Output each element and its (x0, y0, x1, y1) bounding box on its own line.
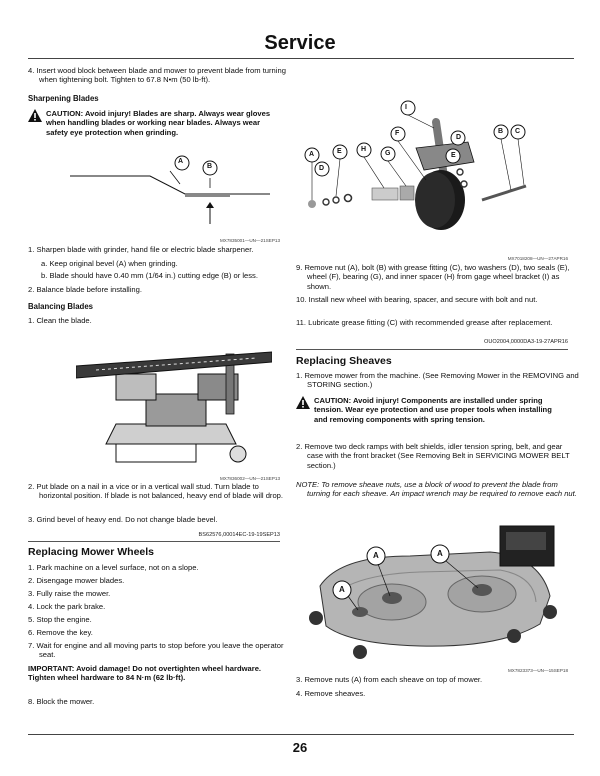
wheel-step-6: 6. Remove the key. (28, 628, 93, 637)
step-4-text: 4. Insert wood block between blade and mower to prevent blade from turning when tightening bolt. Tighten to 67.8 N•m (50 lb-ft). (28, 66, 286, 85)
caution-spring: CAUTION: Avoid injury! Components are installed under spring tension. Wear eye protection and use proper tools when installing and removing components with spring tension. (314, 396, 552, 424)
wheel-step-5: 5. Stop the engine. (28, 615, 92, 624)
blade-in-vice-image (76, 334, 272, 472)
wheel-step-4: 4. Lock the park brake. (28, 602, 106, 611)
fig3-label-g: G (385, 150, 391, 157)
fig4-label-a-1: A (373, 551, 379, 560)
page-number: 26 (292, 740, 308, 755)
wheel-exploded-diagram (296, 92, 534, 252)
sharpening-heading: Sharpening Blades (28, 94, 99, 103)
wheel-step-1: 1. Park machine on a level surface, not on a slope. (28, 563, 199, 572)
fig3-label-b: B (498, 128, 504, 135)
section-rule-sheaves (296, 349, 568, 350)
page-title: Service (264, 32, 336, 54)
fig3-label-h: H (361, 146, 367, 153)
fig3-label-f: F (395, 130, 400, 137)
fig1-label-a: A (178, 158, 184, 165)
wheel-step-7: 7. Wait for engine and all moving parts to stop before you leave the operator seat. (28, 641, 284, 660)
sharpen-step-2: 2. Balance blade before installing. (28, 285, 142, 294)
blade-bevel-diagram (70, 150, 270, 230)
fig3-ref: MX7018208—UN—27APR16 (507, 256, 568, 261)
footer-ref-2: OUO2004,0000DA3-19-27APR16 (484, 339, 568, 345)
caution-blades: CAUTION: Avoid injury! Blades are sharp. Always wear gloves when handling blades or working near blades. Always wear safety eye protection when grinding. (46, 109, 271, 137)
wheel-step-2: 2. Disengage mower blades. (28, 576, 125, 585)
header-rule (28, 58, 574, 59)
fig3-label-e-right: E (451, 152, 456, 159)
wheel-step-3: 3. Fully raise the mower. (28, 589, 111, 598)
fig4-label-a-3: A (339, 585, 345, 594)
wheels-heading: Replacing Mower Wheels (28, 546, 155, 558)
fig1-ref: MX7835001—UN—21SEP13 (219, 238, 280, 243)
balance-step-3: 3. Grind bevel of heavy end. Do not change blade bevel. (28, 515, 218, 524)
sheave-step-3: 3. Remove nuts (A) from each sheave on top of mower. (296, 675, 483, 684)
sheave-step-2: 2. Remove two deck ramps with belt shields, idler tension spring, belt, and gear case with the front bracket (See Removing Belt in SERVICING MOWER BELT section.) (296, 442, 570, 470)
important-note: IMPORTANT: Avoid damage! Do not overtighten wheel hardware. Tighten wheel hardware to 84 N·m (62 lb·ft). (28, 664, 262, 683)
wheel-step-8: 8. Block the mower. (28, 697, 95, 706)
fig4-ref: MX7823373—UN—15SEP18 (507, 668, 568, 673)
sheave-step-4: 4. Remove sheaves. (296, 689, 366, 698)
balance-step-1: 1. Clean the blade. (28, 316, 92, 325)
sheave-note: NOTE: To remove sheave nuts, use a block of wood to prevent the blade from turning for each sheave. An impact wrench may be required to remove each nut. (296, 480, 577, 499)
sharpen-step-1b: b. Blade should have 0.40 mm (1/64 in.) cutting edge (B) or less. (41, 271, 258, 280)
sheaves-heading: Replacing Sheaves (296, 355, 392, 367)
fig2-ref: MX7836002—UN—21SEP13 (219, 476, 280, 481)
fig1-label-b: B (207, 163, 213, 170)
fig3-label-d: D (319, 165, 325, 172)
section-rule-wheels (28, 541, 280, 542)
wheel-step-9: 9. Remove nut (A), bolt (B) with grease fitting (C), two washers (D), two seals (E), wheel (F), bearing (G), and inner spacer (H) from gage wheel bracket (I) as shown. (296, 263, 570, 291)
footer-ref-1: BS62576,00014EC-19-19SEP13 (198, 532, 280, 538)
footer-rule (28, 734, 574, 735)
wheel-step-10: 10. Install new wheel with bearing, spacer, and secure with bolt and nut. (296, 295, 538, 304)
balance-step-2: 2. Put blade on a nail in a vice or in a vertical wall stud. Turn blade to horizontal position. If blade is not balanced, heavy end of blade will drop. (28, 482, 284, 501)
fig4-label-a-2: A (437, 549, 443, 558)
fig3-label-e: E (337, 148, 342, 155)
warning-icon (28, 109, 42, 123)
fig3-label-i: I (405, 104, 407, 111)
warning-icon (296, 396, 310, 410)
balancing-heading: Balancing Blades (28, 302, 93, 311)
sharpen-step-1a: a. Keep original bevel (A) when grinding. (41, 259, 178, 268)
wheel-step-11: 11. Lubricate grease fitting (C) with recommended grease after replacement. (296, 318, 553, 327)
fig3-label-a: A (309, 151, 315, 158)
fig3-label-d-right: D (456, 134, 462, 141)
fig3-label-c: C (515, 128, 521, 135)
sharpen-step-1: 1. Sharpen blade with grinder, hand file or electric blade sharpener. (28, 245, 254, 254)
sheave-step-1: 1. Remove mower from the machine. (See Removing Mower in the REMOVING and STORING section.) (296, 371, 579, 390)
